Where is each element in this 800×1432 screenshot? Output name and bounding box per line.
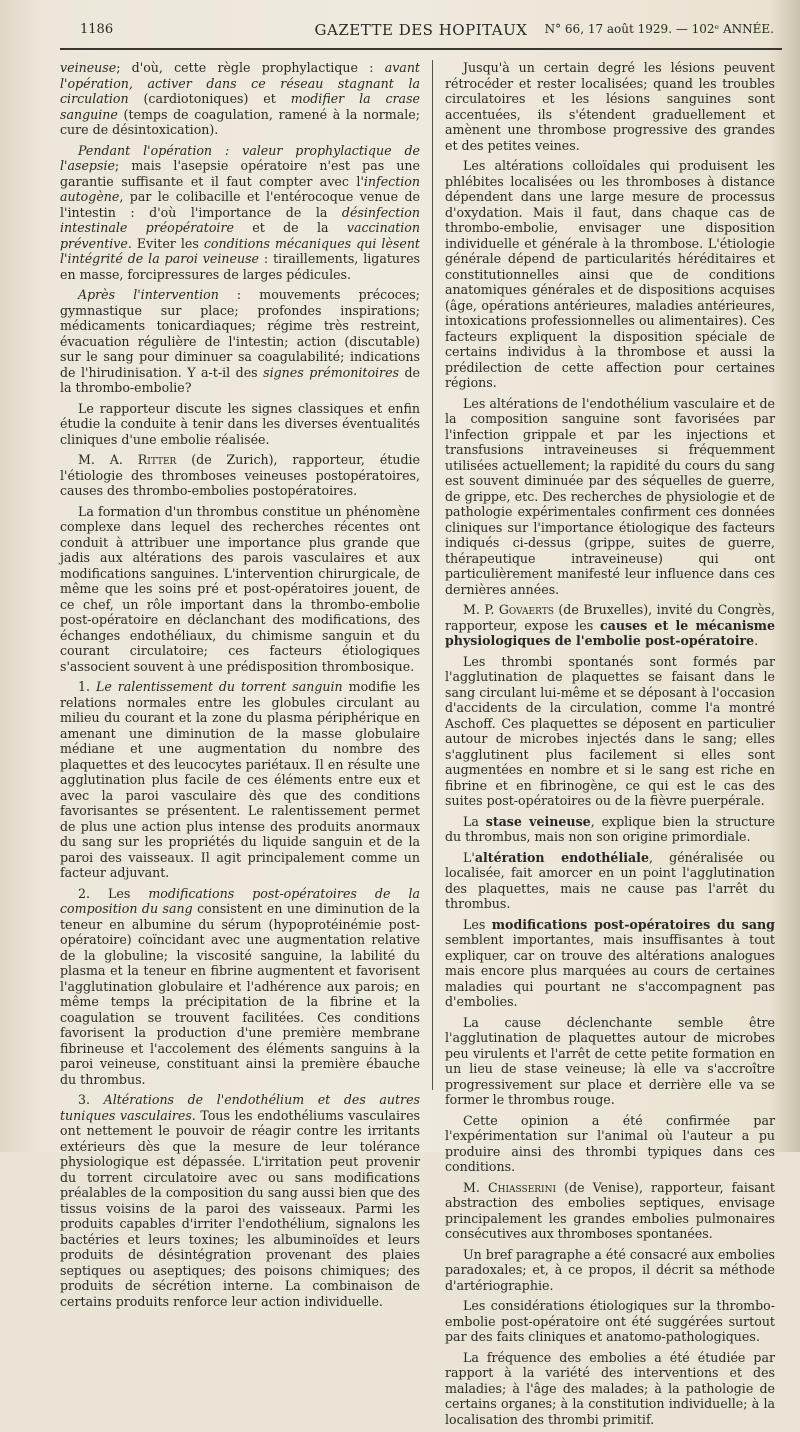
paragraph: M. Chiasserini (de Venise), rapporteur, faisant abstraction des embolies septiques, envisage principalement les grandes embolies pulmonaires consécutives aux thromboses spontanées. bbox=[445, 1179, 775, 1241]
paragraph: Les considérations étiologiques sur la thrombo-embolie post-opératoire ont été suggérées surtout par des faits cliniques et anatomo-pathologiques. bbox=[445, 1298, 775, 1344]
issue-info: N° 66, 17 août 1929. — 102ᵉ ANNÉE. bbox=[544, 22, 774, 36]
column-divider bbox=[432, 60, 433, 1090]
paragraph: Le rapporteur discute les signes classiques et enfin étudie la conduite à tenir dans les diverses éventualités cliniques d'une embolie réalisée. bbox=[60, 400, 420, 447]
paragraph: 1. Le ralentissement du torrent sanguin modifie les relations normales entre les globules circulant au milieu du courant et la zone du plasma périphérique en amenant une diminution de la masse globulaire médiane et une augmentation du nombre des plaquettes et des leucocytes pariétaux. Il en résulte une agglutination plus facile de ces éléments entre eux et avec la paroi vasculaire dès que des conditions favorisantes se présentent. Le ralentissement permet de plus une action plus intense des produits anormaux du sang sur les propriétés du liquide sanguin et de la paroi des vaisseaux. Il agit principalement comme un facteur adjuvant. bbox=[60, 679, 420, 880]
paragraph: L'altération endothéliale, généralisée ou localisée, fait amorcer en un point l'agglutination des plaquettes, mais ne cause pas l'arrêt du thrombus. bbox=[445, 849, 776, 911]
paragraph: Les thrombi spontanés sont formés par l'agglutination de plaquettes se faisant dans le sang circulant lui-même et se déposant à l'occasion d'accidents de la circulation, comme l'a montré Aschoff. Ces plaquettes se déposent en particulier autour de microbes injectés dans le sang; elles s'agglutinent plus facilement si elles sont augmentées en nombre et si le sang est riche en fibrine et en fibrinogène, ce qui est le cas des suites post-opératoires ou de la fièvre puerpérale. bbox=[445, 653, 775, 808]
paragraph: Cette opinion a été confirmée par l'expérimentation sur l'animal où l'auteur a pu produire ainsi des thrombi typiques dans ces conditions. bbox=[445, 1112, 775, 1174]
author-name: Chiasserini bbox=[487, 1179, 557, 1195]
right-column bbox=[445, 60, 775, 1432]
paragraph: La stase veineuse, explique bien la structure du thrombus, mais non son origine primordiale. bbox=[445, 813, 775, 844]
author-name: Ritter bbox=[137, 452, 177, 467]
paragraph: Les modifications post-opératoires du sang semblent importantes, mais insuffisantes à tout expliquer, car on trouve des altérations analogues mais encore plus marquées au cours de certaines maladies qui pourtant ne s'accompagnent pas d'embolies. bbox=[445, 916, 775, 1009]
journal-title: GAZETTE DES HOPITAUX bbox=[314, 21, 528, 39]
paragraph: M. A. Ritter (de Zurich), rapporteur, étudie l'étiologie des thromboses veineuses postopératoires, causes des thrombo-embolies postopératoires. bbox=[60, 452, 420, 498]
paragraph: La formation d'un thrombus constitue un phénomène complexe dans lequel des recherches récentes ont conduit à attribuer une importance plus grande que jadis aux altérations des parois vasculaires et aux modifications sanguines. L'intervention chirurgicale, de même que les soins pré et post-opératoires jouent, de ce chef, un rôle important dans la thrombo-embolie post-opératoire en déclanchant des modifications, des échanges endothéliaux, du chimisme sanguin et du courant circulatoire; ces facteurs étiologiques s'associent souvent à une prédisposition thrombosique. bbox=[60, 503, 420, 674]
paragraph: Les altérations de l'endothélium vasculaire et de la composition sanguine sont favorisées par l'infection grippale et par les injections et transfusions intraveineuses si fréquemment utilisées actuellement; la rapidité du cours du sang est souvent diminuée par des séquelles de guerre, de grippe, etc. Des recherches de physiologie et de pathologie expérimentales confirment ces données cliniques sur l'importance étiologique des facteurs indiqués ci-dessus (grippe, suites de guerre, thérapeutique intraveineuse) qui ont particulièrement manifesté leur influence dans ces dernières années. bbox=[445, 395, 775, 597]
page-number: 1186 bbox=[80, 22, 114, 37]
paragraph: veineuse; d'où, cette règle prophylactique : avant l'opération, activer dans ce réseau stagnant la circulation (cardiotoniques) et modifier la crase sanguine (temps de coagulation, ramené à la normale; cure de désintoxication). bbox=[60, 60, 420, 137]
paragraph: Après l'intervention : mouvements précoces; gymnastique sur place; profondes inspirations; médicaments tonicardiaques; régime très restreint, évacuation régulière de l'intestin; action (discutable) sur le sang pour diminuer sa coagulabilité; indications de l'hirudinisation. Y a-t-il des signes prémonitoires de la thrombo-embolie? bbox=[60, 287, 421, 395]
left-column bbox=[60, 60, 420, 1314]
paragraph: Les altérations colloïdales qui produisent les phlébites localisées ou les thromboses à distance dépendent dans une large mesure de processus d'oxydation. Mais il faut, dans chaque cas de thrombo-embolie, envisager une disposition individuelle et générale à la thrombose. L'étiologie générale dépend de particularités héréditaires et constitutionnelles ainsi que de conditions anatomiques générales et de dispositions acquises (âge, opérations antérieures, maladies antérieures, intoxications professionnelles ou alimentaires). Ces facteurs expliquent la disposition spéciale de certains individus à la thrombose et aussi la prédilection de cette affection pour certaines régions. bbox=[445, 158, 775, 390]
page-header bbox=[60, 18, 782, 50]
paragraph: M. P. Govaerts (de Bruxelles), invité du Congrès, rapporteur, expose les causes et le mécanisme physiologiques de l'embolie post-opératoire. bbox=[445, 602, 775, 648]
author-name: Govaerts bbox=[498, 602, 554, 617]
paragraph: 3. Altérations de l'endothélium et des autres tuniques vasculaires. Tous les endothéliums vasculaires ont nettement le pouvoir de réagir contre les irritants extérieurs dès que la mesure de leur tolérance physiologique est dépassée. L'irritation peut provenir du torrent circulatoire avec ou sans modifications préalables de la composition du sang aussi bien que des tissus voisins de la paroi des vaisseaux. Parmi les produits capables d'irriter l'endothélium, signalons les bactéries et leurs toxines; les albuminoïdes et leurs produits de désintégration provenant des plaies septiques ou aseptiques; des poisons chimiques; des produits de sécrétion interne. La combinaison de certains produits renforce leur action individuelle. bbox=[60, 1092, 420, 1309]
paragraph: Jusqu'à un certain degré les lésions peuvent rétrocéder et rester localisées; quand les troubles circulatoires et les lésions sanguines sont accentuées, ils s'étendent graduellement et amènent une thrombose progressive des grandes et des petites veines. bbox=[445, 60, 775, 153]
paragraph: 2. Les modifications post-opératoires de la composition du sang consistent en une diminution de la teneur en albumine du sérum (hypoprotéinémie post-opératoire) coïncidant avec une augmentation relative de la globuline; la viscosité sanguine, la labilité du plasma et la teneur en fibrine augmentent et favorisent l'agglutination globulaire et l'adhérence aux parois; en même temps la précipitation de la fibrine et la coagulation se trouvent facilitées. Ces conditions favorisent la production d'une première membrane fibrineuse et l'accolement des éléments sanguins à la paroi veineuse, constituant ainsi la première ébauche du thrombus. bbox=[60, 885, 420, 1087]
paragraph: La fréquence des embolies a été étudiée par rapport à la variété des interventions et des maladies; à l'âge des malades; à la pathologie de certains organes; à la constitution individuelle; à la localisation des thrombi primitif. bbox=[445, 1349, 775, 1427]
paragraph: Pendant l'opération : valeur prophylactique de l'asepsie; mais l'asepsie opératoire n'est pas une garantie suffisante et il faut compter avec l'infection autogène, par le colibacille et l'entérocoque venue de l'intestin : d'où l'importance de la désinfection intestinale préopératoire et de la vaccination préventive. Eviter les conditions mécaniques qui lèsent l'intégrité de la paroi veineuse : tiraillements, ligatures en masse, forcipressures de larges pédicules. bbox=[60, 142, 420, 282]
paragraph: La cause déclenchante semble être l'agglutination de plaquettes autour de microbes peu virulents et l'arrêt de cette petite formation en un lieu de stase veineuse; là elle va s'accroître progressivement sur place et derrière elle va se former le thrombus rouge. bbox=[445, 1014, 775, 1107]
paragraph: Un bref paragraphe a été consacré aux embolies paradoxales; et, à ce propos, il décrit sa méthode d'artériographie. bbox=[445, 1246, 775, 1293]
